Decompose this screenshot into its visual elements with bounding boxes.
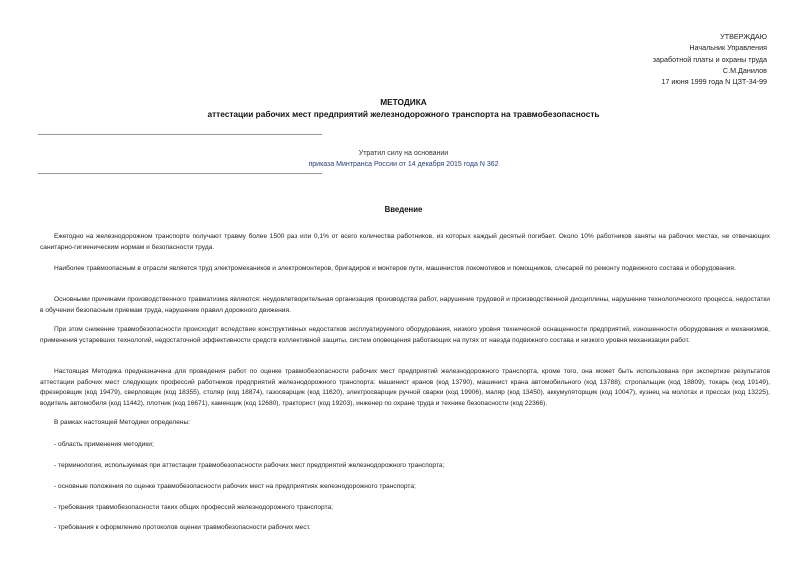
approval-signatory: С.М.Данилов <box>722 65 767 75</box>
document-title-subtitle: аттестации рабочих мест предприятий железнодорожного транспорта на травмобезопасность <box>207 109 600 119</box>
divider-bottom <box>38 173 322 174</box>
divider-top <box>38 134 322 135</box>
paragraph: Настоящая Методика предназначена для проведения работ по оценке травмобезопасности рабочих мест предприятий железнодорожного транспорта, кроме того, она может быть использована при экспертизе результатов аттестации рабочих мест следующих профессий работников предприятий железнодорожного транспорта: машинист кранов (код 13790), машинист крана автомобильного (код 13788); стропальщик (код 18809), токарь (код 19149), фрезеровщик (код 19479), сверловщик (код 18355), столяр (код 18874), газосварщик (код 11620), электросварщик ручной сварки (код 19906), маляр (код 13450), аккумуляторщик (код 10047), кузнец на молотах и прессах (код 13225), водитель автомобиля (код 11442), плотник (код 16671), каменщик (код 12680), тракторист (код 19203), инженер по охране труда и технике безопасности (код 22366). <box>40 368 770 407</box>
approval-date: 17 июня 1999 года N ЦЗТ-34-99 <box>661 77 767 87</box>
list-item: - терминология, используемая при аттестации травмобезопасности рабочих мест предприятий железнодорожного транспорта; <box>54 462 445 469</box>
list-item: - требования травмобезопасности таких общих профессий железнодорожного транспорта; <box>54 504 334 511</box>
lost-force-link[interactable]: приказа Минтранса России от 14 декабря 2015 года N 362 <box>308 161 499 168</box>
section-title: Введение <box>384 205 423 214</box>
approval-heading: УТВЕРЖДАЮ <box>720 32 767 41</box>
lost-force-notice <box>0 148 807 170</box>
paragraph: При этом снижение травмобезопасности происходит вследствие конструктивных недостатков эксплуатируемого оборудования, низкого уровня технической оснащенности предприятий, изношенности оборудования и механизмов, применения устаревших технологий, недостаточной эффективности средств коллективной защиты, систем оповещения работающих на путях от наезда подвижного состава и низкого уровня механизации работ. <box>40 326 770 344</box>
document-title <box>0 96 807 120</box>
paragraph: Основными причинами производственного травматизма являются: неудовлетворительная организация производства работ, нарушение трудовой и производственной дисциплины, нарушение технологического процесса, недостатки в обучении безопасным приемам труда, нарушение правил дорожного движения. <box>40 296 770 314</box>
paragraph: Ежегодно на железнодорожном транспорте получают травму более 1500 раз или 0,1% от всего количества работников, из которых каждый десятый погибает. Около 10% работников заняты на рабочих местах, не отвечающих санитарно-гигиеническим нормам и безопасности труда. <box>40 233 770 251</box>
paragraph: Наиболее травмоопасным в отрасли является труд электромехаников и электромонтеров, бригадиров и монтеров пути, машинистов локомотивов и помощников, слесарей по ремонту подвижного состава и оборудования. <box>54 265 736 272</box>
approval-department: заработной платы и охраны труда <box>652 54 767 64</box>
approval-block <box>653 31 767 87</box>
lost-force-text: Утратил силу на основании <box>358 150 449 157</box>
list-item: - основные положения по оценке травмобезопасности рабочих мест на предприятиях железнодорожного транспорта; <box>54 483 416 490</box>
paragraph: В рамках настоящей Методики определены: <box>54 419 191 426</box>
list-item: - область применения методики; <box>54 441 154 448</box>
approval-position: Начальник Управления <box>689 43 767 53</box>
document-title-main: МЕТОДИКА <box>380 97 427 107</box>
list-item: - требования к оформлению протоколов оценки травмобезопасности рабочих мест. <box>54 524 311 531</box>
